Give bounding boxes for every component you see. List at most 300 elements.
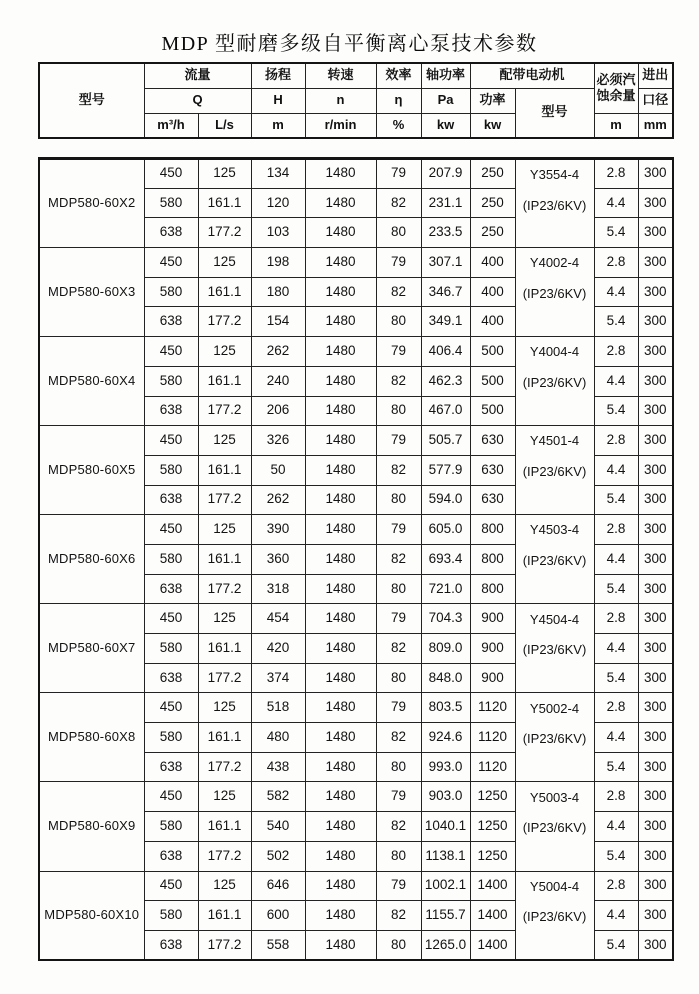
cell-port-mm: 300	[638, 515, 673, 545]
cell-flow-ls: 161.1	[198, 723, 251, 753]
cell-npsh-m: 5.4	[594, 485, 638, 515]
pump-model-cell: MDP580-60X4	[39, 337, 144, 426]
cell-shaft-power-kw: 462.3	[421, 366, 470, 396]
cell-efficiency-pct: 79	[376, 159, 421, 189]
cell-head-m: 262	[251, 337, 305, 367]
cell-npsh-m: 2.8	[594, 515, 638, 545]
motor-model-cell	[515, 693, 594, 782]
cell-speed-rpm: 1480	[305, 930, 376, 960]
cell-port-mm: 300	[638, 337, 673, 367]
cell-efficiency-pct: 79	[376, 782, 421, 812]
cell-flow-m3h: 580	[144, 544, 198, 574]
cell-shaft-power-kw: 1155.7	[421, 901, 470, 931]
cell-shaft-power-kw: 406.4	[421, 337, 470, 367]
cell-shaft-power-kw: 809.0	[421, 634, 470, 664]
cell-motor-power-kw: 800	[470, 574, 515, 604]
cell-flow-m3h: 580	[144, 812, 198, 842]
cell-flow-m3h: 450	[144, 248, 198, 278]
table-row	[39, 159, 673, 189]
pump-model-cell: MDP580-60X6	[39, 515, 144, 604]
cell-efficiency-pct: 79	[376, 337, 421, 367]
cell-shaft-power-kw: 467.0	[421, 396, 470, 426]
cell-efficiency-pct: 79	[376, 515, 421, 545]
cell-efficiency-pct: 80	[376, 307, 421, 337]
header-eff-symbol: η	[376, 88, 421, 113]
cell-port-mm: 300	[638, 277, 673, 307]
cell-motor-power-kw: 630	[470, 485, 515, 515]
motor-model-spec: (IP23/6KV)	[522, 553, 587, 569]
page-title: MDP 型耐磨多级自平衡离心泵技术参数	[161, 33, 538, 55]
cell-port-mm: 300	[638, 930, 673, 960]
cell-motor-power-kw: 1250	[470, 782, 515, 812]
cell-shaft-power-kw: 1138.1	[421, 841, 470, 871]
motor-model-spec: (IP23/6KV)	[522, 464, 587, 480]
cell-efficiency-pct: 80	[376, 485, 421, 515]
cell-shaft-power-kw: 924.6	[421, 723, 470, 753]
cell-npsh-m: 4.4	[594, 455, 638, 485]
cell-npsh-m: 2.8	[594, 871, 638, 901]
cell-efficiency-pct: 80	[376, 396, 421, 426]
cell-motor-power-kw: 1120	[470, 752, 515, 782]
cell-flow-m3h: 580	[144, 634, 198, 664]
header-motor-model: 型号	[515, 88, 594, 138]
cell-head-m: 454	[251, 604, 305, 634]
cell-motor-power-kw: 1400	[470, 871, 515, 901]
motor-model-spec: (IP23/6KV)	[522, 197, 587, 213]
cell-motor-power-kw: 400	[470, 248, 515, 278]
cell-speed-rpm: 1480	[305, 634, 376, 664]
cell-motor-power-kw: 1250	[470, 812, 515, 842]
cell-flow-ls: 177.2	[198, 396, 251, 426]
motor-model-name: Y5002-4	[529, 700, 580, 716]
cell-npsh-m: 4.4	[594, 812, 638, 842]
cell-head-m: 540	[251, 812, 305, 842]
cell-motor-power-kw: 630	[470, 426, 515, 456]
cell-efficiency-pct: 82	[376, 634, 421, 664]
cell-flow-ls: 125	[198, 248, 251, 278]
cell-speed-rpm: 1480	[305, 693, 376, 723]
cell-npsh-m: 5.4	[594, 841, 638, 871]
cell-npsh-m: 4.4	[594, 544, 638, 574]
cell-head-m: 438	[251, 752, 305, 782]
cell-efficiency-pct: 79	[376, 693, 421, 723]
cell-port-mm: 300	[638, 723, 673, 753]
cell-shaft-power-kw: 1265.0	[421, 930, 470, 960]
cell-head-m: 518	[251, 693, 305, 723]
cell-head-m: 240	[251, 366, 305, 396]
header-unit-speed: r/min	[305, 113, 376, 138]
cell-port-mm: 300	[638, 841, 673, 871]
cell-head-m: 262	[251, 485, 305, 515]
header-unit-ls: L/s	[198, 113, 251, 138]
header-efficiency: 效率	[376, 63, 421, 88]
header-flow-symbol: Q	[144, 88, 251, 113]
cell-npsh-m: 4.4	[594, 901, 638, 931]
cell-flow-m3h: 638	[144, 752, 198, 782]
cell-motor-power-kw: 400	[470, 307, 515, 337]
cell-efficiency-pct: 82	[376, 188, 421, 218]
pump-model-cell: MDP580-60X8	[39, 693, 144, 782]
cell-flow-ls: 161.1	[198, 366, 251, 396]
cell-shaft-power-kw: 721.0	[421, 574, 470, 604]
cell-flow-m3h: 450	[144, 426, 198, 456]
header-unit-port: mm	[638, 113, 673, 138]
header-npsh-line2: 蚀余量	[596, 88, 636, 104]
cell-speed-rpm: 1480	[305, 663, 376, 693]
cell-flow-m3h: 638	[144, 396, 198, 426]
cell-motor-power-kw: 500	[470, 396, 515, 426]
cell-flow-m3h: 580	[144, 277, 198, 307]
cell-head-m: 206	[251, 396, 305, 426]
cell-shaft-power-kw: 233.5	[421, 218, 470, 248]
cell-motor-power-kw: 250	[470, 188, 515, 218]
cell-npsh-m: 4.4	[594, 634, 638, 664]
pump-model-cell: MDP580-60X3	[39, 248, 144, 337]
cell-motor-power-kw: 800	[470, 515, 515, 545]
cell-head-m: 360	[251, 544, 305, 574]
cell-motor-power-kw: 800	[470, 544, 515, 574]
cell-flow-ls: 125	[198, 782, 251, 812]
cell-port-mm: 300	[638, 782, 673, 812]
cell-efficiency-pct: 80	[376, 663, 421, 693]
cell-npsh-m: 5.4	[594, 307, 638, 337]
cell-npsh-m: 4.4	[594, 277, 638, 307]
cell-speed-rpm: 1480	[305, 901, 376, 931]
header-unit-head: m	[251, 113, 305, 138]
header-shaft-power: 轴功率	[421, 63, 470, 88]
cell-flow-ls: 177.2	[198, 574, 251, 604]
cell-efficiency-pct: 80	[376, 841, 421, 871]
header-port-line1: 进出	[638, 63, 673, 88]
pump-model-cell: MDP580-60X9	[39, 782, 144, 871]
cell-shaft-power-kw: 803.5	[421, 693, 470, 723]
header-shaft-symbol: Pa	[421, 88, 470, 113]
cell-head-m: 582	[251, 782, 305, 812]
cell-efficiency-pct: 79	[376, 871, 421, 901]
cell-flow-m3h: 638	[144, 218, 198, 248]
cell-efficiency-pct: 80	[376, 218, 421, 248]
cell-efficiency-pct: 79	[376, 248, 421, 278]
cell-flow-m3h: 580	[144, 901, 198, 931]
cell-port-mm: 300	[638, 812, 673, 842]
cell-flow-m3h: 450	[144, 337, 198, 367]
cell-efficiency-pct: 79	[376, 604, 421, 634]
cell-head-m: 480	[251, 723, 305, 753]
cell-head-m: 50	[251, 455, 305, 485]
cell-head-m: 154	[251, 307, 305, 337]
cell-speed-rpm: 1480	[305, 426, 376, 456]
cell-flow-ls: 125	[198, 337, 251, 367]
cell-flow-ls: 125	[198, 604, 251, 634]
header-unit-m3h: m³/h	[144, 113, 198, 138]
motor-model-name: Y4504-4	[529, 611, 580, 627]
cell-npsh-m: 4.4	[594, 366, 638, 396]
cell-shaft-power-kw: 693.4	[421, 544, 470, 574]
cell-npsh-m: 4.4	[594, 723, 638, 753]
header-speed-symbol: n	[305, 88, 376, 113]
header-npsh	[594, 63, 638, 113]
motor-model-name: Y3554-4	[529, 167, 580, 183]
cell-flow-ls: 125	[198, 693, 251, 723]
cell-efficiency-pct: 82	[376, 544, 421, 574]
cell-flow-ls: 177.2	[198, 663, 251, 693]
header-unit-shaft: kw	[421, 113, 470, 138]
cell-shaft-power-kw: 346.7	[421, 277, 470, 307]
cell-port-mm: 300	[638, 248, 673, 278]
cell-speed-rpm: 1480	[305, 574, 376, 604]
cell-flow-m3h: 580	[144, 366, 198, 396]
motor-model-spec: (IP23/6KV)	[522, 820, 587, 836]
cell-speed-rpm: 1480	[305, 248, 376, 278]
motor-model-cell	[515, 337, 594, 426]
cell-flow-ls: 177.2	[198, 218, 251, 248]
cell-motor-power-kw: 1120	[470, 723, 515, 753]
cell-npsh-m: 5.4	[594, 752, 638, 782]
cell-speed-rpm: 1480	[305, 396, 376, 426]
cell-npsh-m: 2.8	[594, 782, 638, 812]
cell-motor-power-kw: 900	[470, 634, 515, 664]
motor-model-name: Y4503-4	[529, 522, 580, 538]
cell-npsh-m: 5.4	[594, 930, 638, 960]
cell-motor-power-kw: 900	[470, 663, 515, 693]
motor-model-name: Y5003-4	[529, 789, 580, 805]
cell-efficiency-pct: 80	[376, 752, 421, 782]
cell-npsh-m: 5.4	[594, 396, 638, 426]
motor-model-cell	[515, 248, 594, 337]
cell-speed-rpm: 1480	[305, 871, 376, 901]
cell-npsh-m: 2.8	[594, 159, 638, 189]
cell-flow-ls: 177.2	[198, 752, 251, 782]
cell-shaft-power-kw: 307.1	[421, 248, 470, 278]
table-row	[39, 248, 673, 278]
data-table-body	[39, 159, 673, 961]
motor-model-spec: (IP23/6KV)	[522, 909, 587, 925]
cell-speed-rpm: 1480	[305, 337, 376, 367]
header-unit-npsh: m	[594, 113, 638, 138]
cell-flow-m3h: 580	[144, 188, 198, 218]
cell-head-m: 502	[251, 841, 305, 871]
cell-port-mm: 300	[638, 455, 673, 485]
cell-flow-m3h: 580	[144, 723, 198, 753]
cell-speed-rpm: 1480	[305, 455, 376, 485]
motor-model-name: Y4002-4	[529, 255, 580, 271]
cell-port-mm: 300	[638, 574, 673, 604]
cell-flow-ls: 161.1	[198, 544, 251, 574]
cell-efficiency-pct: 82	[376, 901, 421, 931]
header-motor-power: 功率	[470, 88, 515, 113]
cell-npsh-m: 2.8	[594, 693, 638, 723]
cell-speed-rpm: 1480	[305, 218, 376, 248]
header-model: 型号	[39, 63, 144, 138]
cell-flow-m3h: 580	[144, 455, 198, 485]
cell-speed-rpm: 1480	[305, 812, 376, 842]
motor-model-name: Y5004-4	[529, 878, 580, 894]
cell-efficiency-pct: 82	[376, 277, 421, 307]
cell-flow-ls: 177.2	[198, 841, 251, 871]
motor-model-cell	[515, 871, 594, 960]
cell-port-mm: 300	[638, 218, 673, 248]
cell-shaft-power-kw: 605.0	[421, 515, 470, 545]
cell-port-mm: 300	[638, 307, 673, 337]
cell-flow-ls: 161.1	[198, 812, 251, 842]
cell-motor-power-kw: 630	[470, 455, 515, 485]
cell-flow-m3h: 638	[144, 574, 198, 604]
header-port-line2: 口径	[638, 88, 673, 113]
header-motor: 配带电动机	[470, 63, 594, 88]
cell-motor-power-kw: 500	[470, 366, 515, 396]
motor-model-cell	[515, 604, 594, 693]
cell-port-mm: 300	[638, 485, 673, 515]
cell-speed-rpm: 1480	[305, 604, 376, 634]
cell-shaft-power-kw: 704.3	[421, 604, 470, 634]
cell-flow-m3h: 450	[144, 515, 198, 545]
cell-motor-power-kw: 1400	[470, 901, 515, 931]
cell-speed-rpm: 1480	[305, 515, 376, 545]
cell-flow-m3h: 450	[144, 159, 198, 189]
motor-model-spec: (IP23/6KV)	[522, 642, 587, 658]
cell-flow-m3h: 450	[144, 604, 198, 634]
pump-model-cell: MDP580-60X10	[39, 871, 144, 960]
pump-model-cell: MDP580-60X7	[39, 604, 144, 693]
cell-speed-rpm: 1480	[305, 366, 376, 396]
cell-speed-rpm: 1480	[305, 841, 376, 871]
cell-shaft-power-kw: 903.0	[421, 782, 470, 812]
cell-flow-ls: 125	[198, 159, 251, 189]
cell-npsh-m: 2.8	[594, 248, 638, 278]
cell-npsh-m: 2.8	[594, 337, 638, 367]
cell-port-mm: 300	[638, 544, 673, 574]
cell-port-mm: 300	[638, 663, 673, 693]
motor-model-cell	[515, 515, 594, 604]
cell-npsh-m: 2.8	[594, 604, 638, 634]
cell-flow-ls: 125	[198, 426, 251, 456]
cell-port-mm: 300	[638, 604, 673, 634]
table-row	[39, 426, 673, 456]
table-row	[39, 693, 673, 723]
cell-motor-power-kw: 900	[470, 604, 515, 634]
cell-speed-rpm: 1480	[305, 307, 376, 337]
cell-shaft-power-kw: 349.1	[421, 307, 470, 337]
cell-flow-ls: 161.1	[198, 277, 251, 307]
cell-flow-ls: 177.2	[198, 485, 251, 515]
motor-model-name: Y4501-4	[529, 433, 580, 449]
table-row	[39, 337, 673, 367]
cell-flow-ls: 161.1	[198, 188, 251, 218]
table-row	[39, 782, 673, 812]
table-row	[39, 871, 673, 901]
cell-shaft-power-kw: 231.1	[421, 188, 470, 218]
cell-speed-rpm: 1480	[305, 277, 376, 307]
cell-npsh-m: 5.4	[594, 218, 638, 248]
cell-flow-m3h: 450	[144, 871, 198, 901]
cell-npsh-m: 5.4	[594, 663, 638, 693]
cell-head-m: 103	[251, 218, 305, 248]
cell-flow-m3h: 450	[144, 693, 198, 723]
motor-model-spec: (IP23/6KV)	[522, 731, 587, 747]
cell-flow-m3h: 450	[144, 782, 198, 812]
header-unit-eff: %	[376, 113, 421, 138]
motor-model-cell	[515, 782, 594, 871]
table-row	[39, 515, 673, 545]
header-flow: 流量	[144, 63, 251, 88]
cell-efficiency-pct: 82	[376, 366, 421, 396]
motor-model-spec: (IP23/6KV)	[522, 285, 587, 301]
cell-head-m: 558	[251, 930, 305, 960]
cell-flow-ls: 161.1	[198, 901, 251, 931]
cell-head-m: 646	[251, 871, 305, 901]
cell-port-mm: 300	[638, 426, 673, 456]
cell-motor-power-kw: 500	[470, 337, 515, 367]
cell-speed-rpm: 1480	[305, 159, 376, 189]
motor-model-name: Y4004-4	[529, 344, 580, 360]
cell-port-mm: 300	[638, 396, 673, 426]
cell-npsh-m: 4.4	[594, 188, 638, 218]
motor-model-cell	[515, 426, 594, 515]
cell-flow-m3h: 638	[144, 307, 198, 337]
cell-npsh-m: 2.8	[594, 426, 638, 456]
cell-shaft-power-kw: 1002.1	[421, 871, 470, 901]
cell-efficiency-pct: 82	[376, 455, 421, 485]
cell-head-m: 198	[251, 248, 305, 278]
cell-flow-m3h: 638	[144, 663, 198, 693]
cell-head-m: 120	[251, 188, 305, 218]
cell-flow-ls: 125	[198, 515, 251, 545]
cell-port-mm: 300	[638, 752, 673, 782]
cell-efficiency-pct: 80	[376, 574, 421, 604]
cell-head-m: 180	[251, 277, 305, 307]
cell-motor-power-kw: 250	[470, 218, 515, 248]
cell-head-m: 326	[251, 426, 305, 456]
motor-model-cell	[515, 159, 594, 248]
cell-flow-ls: 161.1	[198, 455, 251, 485]
header-npsh-line1: 必须汽	[596, 72, 636, 87]
header-unit-motor-power: kw	[470, 113, 515, 138]
cell-port-mm: 300	[638, 693, 673, 723]
header-head-symbol: H	[251, 88, 305, 113]
cell-efficiency-pct: 80	[376, 930, 421, 960]
cell-efficiency-pct: 82	[376, 723, 421, 753]
cell-speed-rpm: 1480	[305, 723, 376, 753]
cell-motor-power-kw: 250	[470, 159, 515, 189]
cell-motor-power-kw: 1400	[470, 930, 515, 960]
cell-motor-power-kw: 1120	[470, 693, 515, 723]
cell-npsh-m: 5.4	[594, 574, 638, 604]
cell-speed-rpm: 1480	[305, 544, 376, 574]
data-table	[38, 157, 674, 961]
cell-port-mm: 300	[638, 366, 673, 396]
cell-head-m: 600	[251, 901, 305, 931]
cell-head-m: 318	[251, 574, 305, 604]
cell-flow-m3h: 638	[144, 930, 198, 960]
motor-model-spec: (IP23/6KV)	[522, 375, 587, 390]
header-speed: 转速	[305, 63, 376, 88]
cell-efficiency-pct: 82	[376, 812, 421, 842]
cell-flow-m3h: 638	[144, 485, 198, 515]
pump-model-cell: MDP580-60X5	[39, 426, 144, 515]
cell-speed-rpm: 1480	[305, 188, 376, 218]
cell-shaft-power-kw: 993.0	[421, 752, 470, 782]
cell-flow-ls: 125	[198, 871, 251, 901]
cell-efficiency-pct: 79	[376, 426, 421, 456]
header-table	[38, 62, 674, 139]
cell-speed-rpm: 1480	[305, 752, 376, 782]
cell-shaft-power-kw: 1040.1	[421, 812, 470, 842]
cell-shaft-power-kw: 505.7	[421, 426, 470, 456]
cell-flow-ls: 177.2	[198, 930, 251, 960]
cell-flow-ls: 161.1	[198, 634, 251, 664]
cell-shaft-power-kw: 577.9	[421, 455, 470, 485]
cell-port-mm: 300	[638, 159, 673, 189]
